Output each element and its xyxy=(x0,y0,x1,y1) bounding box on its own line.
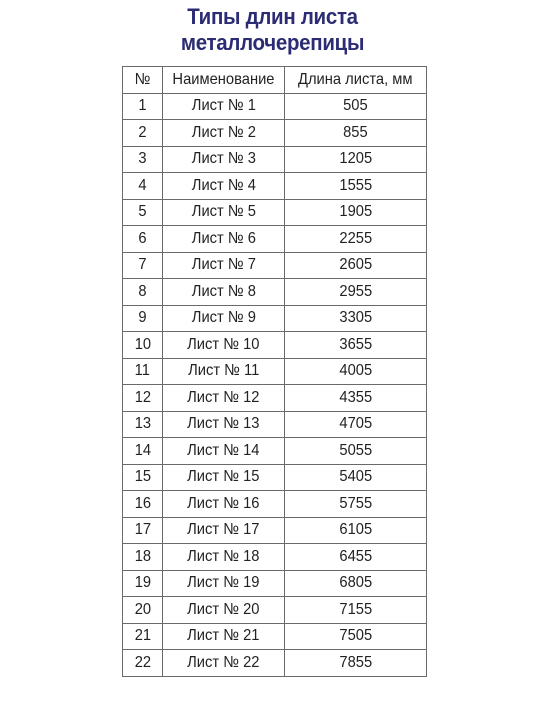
cell-number: 2 xyxy=(123,120,163,147)
cell-name: Лист № 15 xyxy=(163,464,285,491)
cell-length: 7855 xyxy=(285,650,427,677)
cell-name: Лист № 13 xyxy=(163,411,285,438)
cell-length: 3305 xyxy=(285,305,427,332)
cell-name: Лист № 6 xyxy=(163,226,285,253)
cell-number: 12 xyxy=(123,385,163,412)
table-row xyxy=(123,464,427,491)
table-row xyxy=(123,146,427,173)
cell-length: 5055 xyxy=(285,438,427,465)
cell-name: Лист № 2 xyxy=(163,120,285,147)
table-row xyxy=(123,650,427,677)
cell-name: Лист № 18 xyxy=(163,544,285,571)
table-row xyxy=(123,332,427,359)
cell-name: Лист № 17 xyxy=(163,517,285,544)
cell-name: Лист № 7 xyxy=(163,252,285,279)
cell-name: Лист № 9 xyxy=(163,305,285,332)
title-line-1: Типы длин листа xyxy=(187,4,358,29)
cell-name: Лист № 11 xyxy=(163,358,285,385)
cell-name: Лист № 22 xyxy=(163,650,285,677)
cell-length: 1205 xyxy=(285,146,427,173)
table-row xyxy=(123,305,427,332)
cell-number: 14 xyxy=(123,438,163,465)
cell-name: Лист № 14 xyxy=(163,438,285,465)
cell-number: 18 xyxy=(123,544,163,571)
header-length: Длина листа, мм xyxy=(285,67,427,94)
table-row xyxy=(123,491,427,518)
cell-number: 9 xyxy=(123,305,163,332)
cell-length: 1905 xyxy=(285,199,427,226)
page-title xyxy=(0,4,545,56)
table-row xyxy=(123,358,427,385)
cell-name: Лист № 5 xyxy=(163,199,285,226)
cell-length: 4355 xyxy=(285,385,427,412)
table-row xyxy=(123,199,427,226)
cell-length: 4005 xyxy=(285,358,427,385)
cell-length: 3655 xyxy=(285,332,427,359)
table-row xyxy=(123,93,427,120)
cell-name: Лист № 10 xyxy=(163,332,285,359)
cell-length: 5755 xyxy=(285,491,427,518)
cell-number: 4 xyxy=(123,173,163,200)
cell-number: 3 xyxy=(123,146,163,173)
table-row xyxy=(123,120,427,147)
cell-number: 11 xyxy=(123,358,163,385)
cell-number: 21 xyxy=(123,623,163,650)
cell-length: 855 xyxy=(285,120,427,147)
cell-length: 7505 xyxy=(285,623,427,650)
cell-number: 1 xyxy=(123,93,163,120)
table-row xyxy=(123,279,427,306)
cell-length: 6105 xyxy=(285,517,427,544)
cell-number: 20 xyxy=(123,597,163,624)
cell-number: 8 xyxy=(123,279,163,306)
cell-number: 19 xyxy=(123,570,163,597)
cell-length: 7155 xyxy=(285,597,427,624)
cell-name: Лист № 1 xyxy=(163,93,285,120)
cell-length: 1555 xyxy=(285,173,427,200)
cell-name: Лист № 12 xyxy=(163,385,285,412)
title-line-2: металлочерепицы xyxy=(180,30,365,55)
table-row xyxy=(123,411,427,438)
cell-length: 2955 xyxy=(285,279,427,306)
cell-length: 6455 xyxy=(285,544,427,571)
cell-number: 7 xyxy=(123,252,163,279)
cell-number: 17 xyxy=(123,517,163,544)
table-row xyxy=(123,597,427,624)
cell-length: 2255 xyxy=(285,226,427,253)
sheet-length-table xyxy=(122,66,427,677)
cell-name: Лист № 21 xyxy=(163,623,285,650)
table-row xyxy=(123,544,427,571)
table-header-row xyxy=(123,67,427,94)
cell-length: 6805 xyxy=(285,570,427,597)
cell-number: 22 xyxy=(123,650,163,677)
table-row xyxy=(123,226,427,253)
table-row xyxy=(123,438,427,465)
header-name: Наименование xyxy=(163,67,285,94)
cell-number: 10 xyxy=(123,332,163,359)
cell-number: 6 xyxy=(123,226,163,253)
cell-name: Лист № 3 xyxy=(163,146,285,173)
cell-number: 16 xyxy=(123,491,163,518)
cell-number: 13 xyxy=(123,411,163,438)
header-number: № xyxy=(123,67,163,94)
table-row xyxy=(123,570,427,597)
cell-number: 5 xyxy=(123,199,163,226)
table-row xyxy=(123,517,427,544)
table-row xyxy=(123,252,427,279)
cell-name: Лист № 19 xyxy=(163,570,285,597)
cell-length: 4705 xyxy=(285,411,427,438)
table-row xyxy=(123,173,427,200)
cell-name: Лист № 20 xyxy=(163,597,285,624)
table-body xyxy=(123,93,427,676)
cell-length: 5405 xyxy=(285,464,427,491)
table-row xyxy=(123,385,427,412)
cell-name: Лист № 16 xyxy=(163,491,285,518)
cell-number: 15 xyxy=(123,464,163,491)
cell-name: Лист № 8 xyxy=(163,279,285,306)
cell-length: 505 xyxy=(285,93,427,120)
cell-length: 2605 xyxy=(285,252,427,279)
table-row xyxy=(123,623,427,650)
cell-name: Лист № 4 xyxy=(163,173,285,200)
